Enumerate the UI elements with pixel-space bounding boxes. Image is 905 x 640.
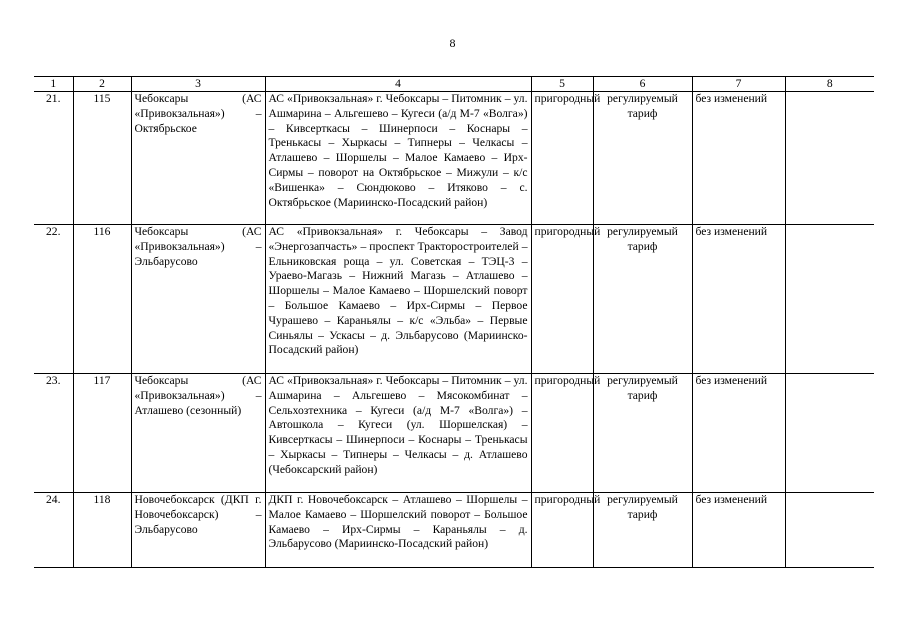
routes-table — [34, 76, 874, 568]
column-header-7: 7 — [692, 77, 785, 92]
table-row — [34, 92, 874, 225]
route-tariff: регулируемый тариф — [593, 374, 692, 493]
page-number: 8 — [449, 36, 456, 50]
row-number: 23. — [34, 374, 73, 493]
route-extra — [785, 225, 874, 374]
route-tariff: регулируемый тариф — [593, 92, 692, 225]
route-name: Чебоксары (АС «Привокзальная») – Октябрьское — [131, 92, 265, 225]
route-type: пригородный — [531, 374, 593, 493]
route-extra — [785, 92, 874, 225]
route-number: 116 — [73, 225, 131, 374]
route-change: без изменений — [692, 225, 785, 374]
route-name: Чебоксары (АС «Привокзальная») – Эльбарусово — [131, 225, 265, 374]
column-header-3: 3 — [131, 77, 265, 92]
column-header-5: 5 — [531, 77, 593, 92]
row-number: 21. — [34, 92, 73, 225]
route-type: пригородный — [531, 225, 593, 374]
table-row — [34, 225, 874, 374]
route-number: 117 — [73, 374, 131, 493]
route-name: Чебоксары (АС «Привокзальная») – Атлашево (сезонный) — [131, 374, 265, 493]
table-row — [34, 374, 874, 493]
column-header-4: 4 — [265, 77, 531, 92]
route-tariff: регулируемый тариф — [593, 493, 692, 568]
row-number: 22. — [34, 225, 73, 374]
route-type: пригородный — [531, 493, 593, 568]
route-name: Новочебоксарск (ДКП г. Новочебоксарск) – Эльбарусово — [131, 493, 265, 568]
header-row — [34, 77, 874, 92]
route-extra — [785, 374, 874, 493]
column-header-2: 2 — [73, 77, 131, 92]
route-path: АС «Привокзальная» г. Чебоксары – Питомник – ул. Ашмарина – Альгешево – Кугеси (а/д М-7 «Волга») – Кивсерткасы – Шинерпоси – Коснары – Тренькасы – Хыркасы – Типнеры – Челкасы – Атлашево – Шоршелы – Малое Камаево – Ирх-Сирмы – поворот на Октябрьское – Мижули – к/с «Вишенка» – Сюндюково – Итяково – с. Октябрьское (Мариинско-Посадский район) — [265, 92, 531, 225]
route-tariff: регулируемый тариф — [593, 225, 692, 374]
table-row — [34, 493, 874, 568]
route-change: без изменений — [692, 374, 785, 493]
route-extra — [785, 493, 874, 568]
column-header-6: 6 — [593, 77, 692, 92]
route-change: без изменений — [692, 92, 785, 225]
route-path: АС «Привокзальная» г. Чебоксары – Питомник – ул. Ашмарина – Альгешево – Мясокомбинат – Сельхозтехника – Кугеси (а/д М-7 «Волга») – Автошкола – Кугеси (ул. Шоршелская) – Кивсерткасы – Шинерпоси – Коснары – Тренькасы – Хыркасы – Типнеры – Челкасы – д. Атлашево (Чебоксарский район) — [265, 374, 531, 493]
route-change: без изменений — [692, 493, 785, 568]
row-number: 24. — [34, 493, 73, 568]
route-path: АС «Привокзальная» г. Чебоксары – Завод «Энергозапчасть» – проспект Тракторостроителей – Ельниковская роща – ул. Советская – ТЭЦ-3 – Ураево-Магазь – Нижний Магазь – Атлашево – Шоршелы – Малое Камаево – Шоршелский поворт – Большое Камаево – Ирх-Сирмы – Первое Чурашево – Караньялы – к/с «Эльба» – Первые Синьялы – Ускасы – д. Эльбарусово (Мариинско-Посадский район) — [265, 225, 531, 374]
route-number: 118 — [73, 493, 131, 568]
column-header-1: 1 — [34, 77, 73, 92]
column-header-8: 8 — [785, 77, 874, 92]
route-number: 115 — [73, 92, 131, 225]
route-path: ДКП г. Новочебоксарск – Атлашево – Шоршелы – Малое Камаево – Шоршелский поворот – Большое Камаево – Ирх-Сирмы – Караньялы – д. Эльбарусово (Мариинско-Посадский район) — [265, 493, 531, 568]
route-type: пригородный — [531, 92, 593, 225]
